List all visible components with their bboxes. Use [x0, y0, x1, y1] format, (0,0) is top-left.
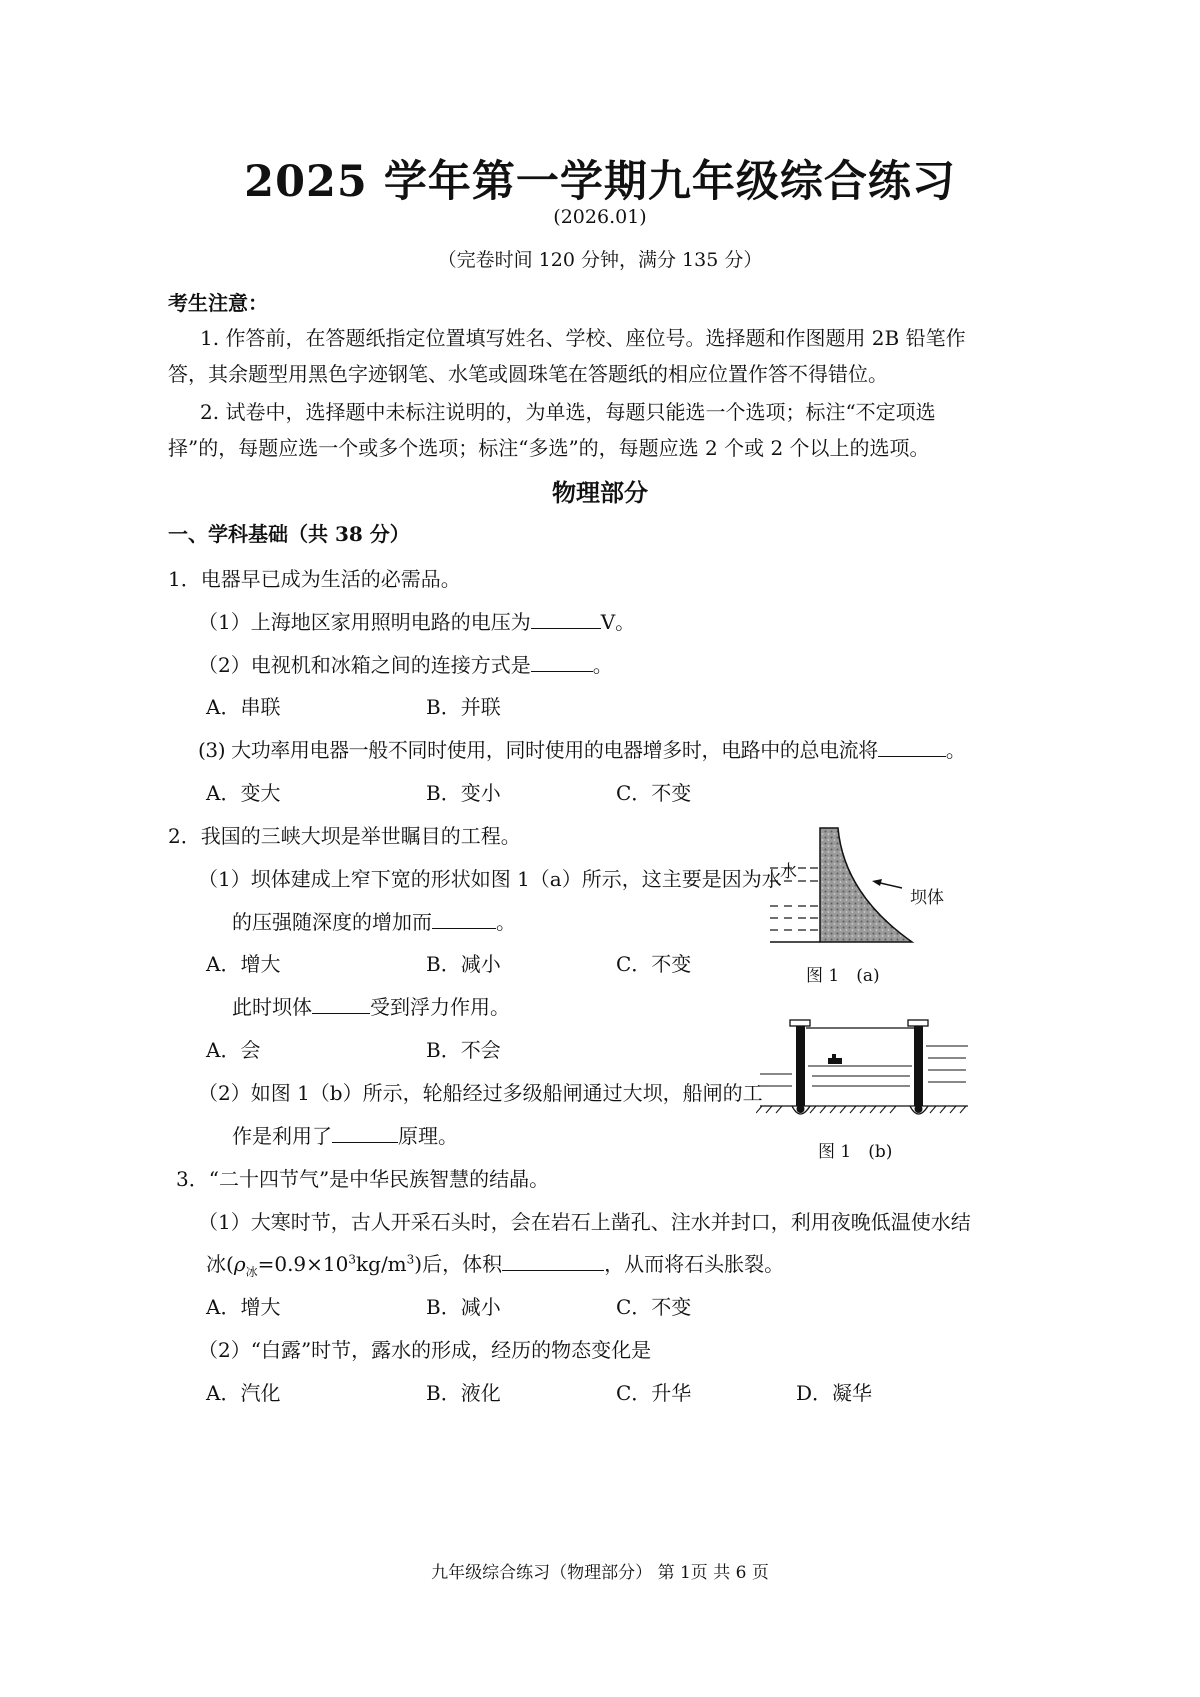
- figure-1a-water-label: 水: [780, 862, 797, 882]
- q1-sub1: [198, 606, 635, 635]
- q1-sub2-end: 。: [592, 653, 613, 677]
- q3-stem: 3．“二十四节气”是中华民族智慧的结晶。: [176, 1167, 550, 1191]
- q2-sub1-option-a[interactable]: A．增大: [206, 952, 281, 976]
- q2-sub2-line2-end: 原理。: [398, 1124, 458, 1148]
- density-value: =0.9×10: [257, 1252, 349, 1276]
- q2-sub1-line1: （1）坝体建成上窄下宽的形状如图 1（a）所示，这主要是因为水: [198, 867, 782, 891]
- notice-item1-line1: 1. 作答前，在答题纸指定位置填写姓名、学校、座位号。选择题和作图题用 2B 铅笔作: [200, 326, 966, 350]
- figure-1b-ship-lock: [756, 1014, 972, 1126]
- dam-body-shape: [820, 828, 912, 942]
- q1-sub1-unit: V。: [600, 610, 636, 634]
- density-unit: kg/m: [356, 1252, 407, 1276]
- q1-sub3: [198, 734, 966, 763]
- q2-sub1-line2-end: 。: [496, 910, 516, 934]
- q1-sub3-option-c[interactable]: C．不变: [616, 781, 692, 805]
- q2-sub1b-end: 受到浮力作用。: [370, 995, 510, 1019]
- q1-sub2: [198, 649, 613, 678]
- exam-title: 2025 学年第一学期九年级综合练习: [244, 157, 956, 207]
- q2-sub2-blank[interactable]: [332, 1122, 398, 1143]
- q2-sub1-line2: [232, 906, 516, 935]
- q3-sub2-option-c[interactable]: C．升华: [616, 1381, 692, 1405]
- q2-sub1-option-b[interactable]: B．减小: [426, 952, 501, 976]
- q3-sub1-text-a: 冰(: [206, 1252, 234, 1276]
- q1-sub3-option-b[interactable]: B．变小: [426, 781, 501, 805]
- q3-sub2-option-b[interactable]: B．液化: [426, 1381, 501, 1405]
- rho-subscript: 冰: [245, 1265, 258, 1279]
- q1-sub2-option-a[interactable]: A．串联: [206, 695, 281, 719]
- notice-item2-line1: 2. 试卷中，选择题中未标注说明的，为单选，每题只能选一个选项；标注“不定项选: [200, 400, 936, 424]
- q1-sub3-end: 。: [945, 738, 966, 762]
- figure-1b-caption: 图 1 (b): [818, 1142, 893, 1162]
- q3-sub1-blank[interactable]: [502, 1250, 604, 1271]
- q3-sub2-option-d[interactable]: D．凝华: [796, 1381, 873, 1405]
- page-footer: 九年级综合练习（物理部分） 第 1页 共 6 页: [431, 1563, 769, 1583]
- section-title: 物理部分: [552, 478, 648, 507]
- notice-item2-line2: 择”的，每题应选一个或多个选项；标注“多选”的，每题应选 2 个或 2 个以上的选项。: [168, 436, 930, 460]
- q3-sub1-text-c: ，从而将石头胀裂。: [604, 1252, 785, 1276]
- exam-date: (2026.01): [553, 206, 647, 228]
- q1-sub2-blank[interactable]: [531, 651, 593, 672]
- lock-gate-left: [796, 1026, 805, 1106]
- q2-sub2-line2-text: 作是利用了: [232, 1124, 332, 1148]
- rho-symbol: ρ: [233, 1252, 246, 1276]
- notice-heading: 考生注意：: [168, 291, 268, 315]
- part1-heading: 一、学科基础（共 38 分）: [168, 522, 410, 546]
- density-unit-exponent: 3: [406, 1252, 415, 1267]
- q1-stem: 1．电器早已成为生活的必需品。: [168, 567, 461, 591]
- lock-gate-right: [914, 1026, 923, 1106]
- q2-sub1b-blank[interactable]: [312, 993, 370, 1014]
- q2-sub1-option-c[interactable]: C．不变: [616, 952, 692, 976]
- q2-stem: 2．我国的三峡大坝是举世瞩目的工程。: [168, 824, 521, 848]
- figure-1a-caption: 图 1 (a): [806, 966, 880, 986]
- lock-water: [760, 1046, 968, 1086]
- q2-sub1b-option-a[interactable]: A．会: [206, 1038, 261, 1062]
- q1-sub3-option-a[interactable]: A．变大: [206, 781, 281, 805]
- q2-sub1b: [232, 991, 510, 1020]
- q2-sub2-line2: [232, 1120, 458, 1149]
- q1-sub2-option-b[interactable]: B．并联: [426, 695, 501, 719]
- q3-sub1-option-c[interactable]: C．不变: [616, 1295, 692, 1319]
- q3-sub1-option-a[interactable]: A．增大: [206, 1295, 281, 1319]
- q1-sub1-text: （1）上海地区家用照明电路的电压为: [198, 610, 531, 634]
- q2-sub1-line2-text: 的压强随深度的增加而: [232, 910, 432, 934]
- ground-hatching: [756, 1106, 966, 1113]
- q2-sub1-blank[interactable]: [432, 908, 496, 929]
- q3-sub1-text-b: )后，体积: [414, 1252, 503, 1276]
- q1-sub3-blank[interactable]: [878, 736, 946, 757]
- q3-sub1-option-b[interactable]: B．减小: [426, 1295, 501, 1319]
- notice-item1-line2: 答，其余题型用黑色字迹钢笔、水笔或圆珠笔在答题纸的相应位置作答不得错位。: [168, 362, 888, 386]
- q2-sub1b-option-b[interactable]: B．不会: [426, 1038, 501, 1062]
- density-exponent: 3: [348, 1252, 357, 1267]
- q1-sub3-text: (3) 大功率用电器一般不同时使用，同时使用的电器增多时，电路中的总电流将: [198, 738, 878, 762]
- q3-sub1-line1: （1）大寒时节，古人开采石头时，会在岩石上凿孔、注水并封口，利用夜晚低温使水结: [198, 1210, 971, 1234]
- q3-sub1-line2: [206, 1248, 784, 1280]
- q2-sub1b-text: 此时坝体: [232, 995, 312, 1019]
- exam-duration: （完卷时间 120 分钟，满分 135 分）: [437, 249, 763, 271]
- q3-sub2: （2）“白露”时节，露水的形成，经历的物态变化是: [198, 1338, 652, 1362]
- q1-sub2-text: （2）电视机和冰箱之间的连接方式是: [198, 653, 531, 677]
- q2-sub2-line1: （2）如图 1（b）所示，轮船经过多级船闸通过大坝，船闸的工: [198, 1081, 763, 1105]
- figure-1a-dam-label: 坝体: [910, 888, 944, 908]
- q3-sub2-option-a[interactable]: A．汽化: [206, 1381, 281, 1405]
- q1-sub1-blank[interactable]: [531, 608, 601, 629]
- ship-icon: [828, 1054, 842, 1064]
